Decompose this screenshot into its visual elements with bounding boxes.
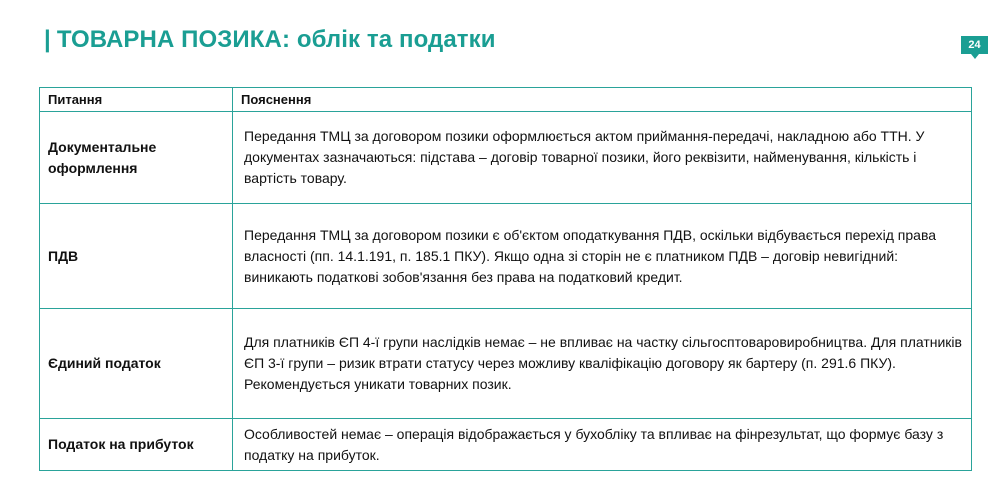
title-main: ТОВАРНА ПОЗИКА: (56, 26, 291, 53)
column-header-question: Питання (40, 88, 233, 112)
row-question: Єдиний податок (40, 309, 233, 419)
title-bar-glyph: | (44, 26, 51, 53)
page-number-badge (961, 36, 988, 54)
row-answer: Особливостей немає – операція відображається у бухобліку та впливає на фінрезультат, що формує базу з податку на прибуток. (233, 419, 972, 471)
table-row (40, 204, 972, 309)
column-header-explanation: Пояснення (233, 88, 972, 112)
table-row (40, 112, 972, 204)
table-row (40, 309, 972, 419)
title-subtitle: облік та податки (296, 26, 496, 53)
page-number: 24 (968, 39, 981, 51)
row-question: Документальне оформлення (40, 112, 233, 204)
slide-title (44, 26, 496, 54)
row-answer: Передання ТМЦ за договором позики є об'єктом оподаткування ПДВ, оскільки відбувається перехід права власності (пп. 14.1.191, п. 185.1 ПКУ). Якщо одна зі сторін не є платником ПДВ – договір невигідний: виникають податкові зобов'язання без права на податковий кредит. (233, 204, 972, 309)
badge-pointer-icon (971, 54, 979, 59)
table-row (40, 419, 972, 471)
table-header-row (40, 88, 972, 112)
row-answer: Передання ТМЦ за договором позики оформлюється актом приймання-передачі, накладною або ТТН. У документах зазначаються: підстава – договір товарної позики, його реквізити, найменування, кількість і вартість товару. (233, 112, 972, 204)
row-question: ПДВ (40, 204, 233, 309)
info-table (39, 87, 972, 471)
row-question: Податок на прибуток (40, 419, 233, 471)
row-answer: Для платників ЄП 4-ї групи наслідків немає – не впливає на частку сільгосптоваровиробництва. Для платників ЄП 3-ї групи – ризик втрати статусу через можливу кваліфікацію договору як бартеру (п. 291.6 ПКУ). Рекомендується уникати товарних позик. (233, 309, 972, 419)
